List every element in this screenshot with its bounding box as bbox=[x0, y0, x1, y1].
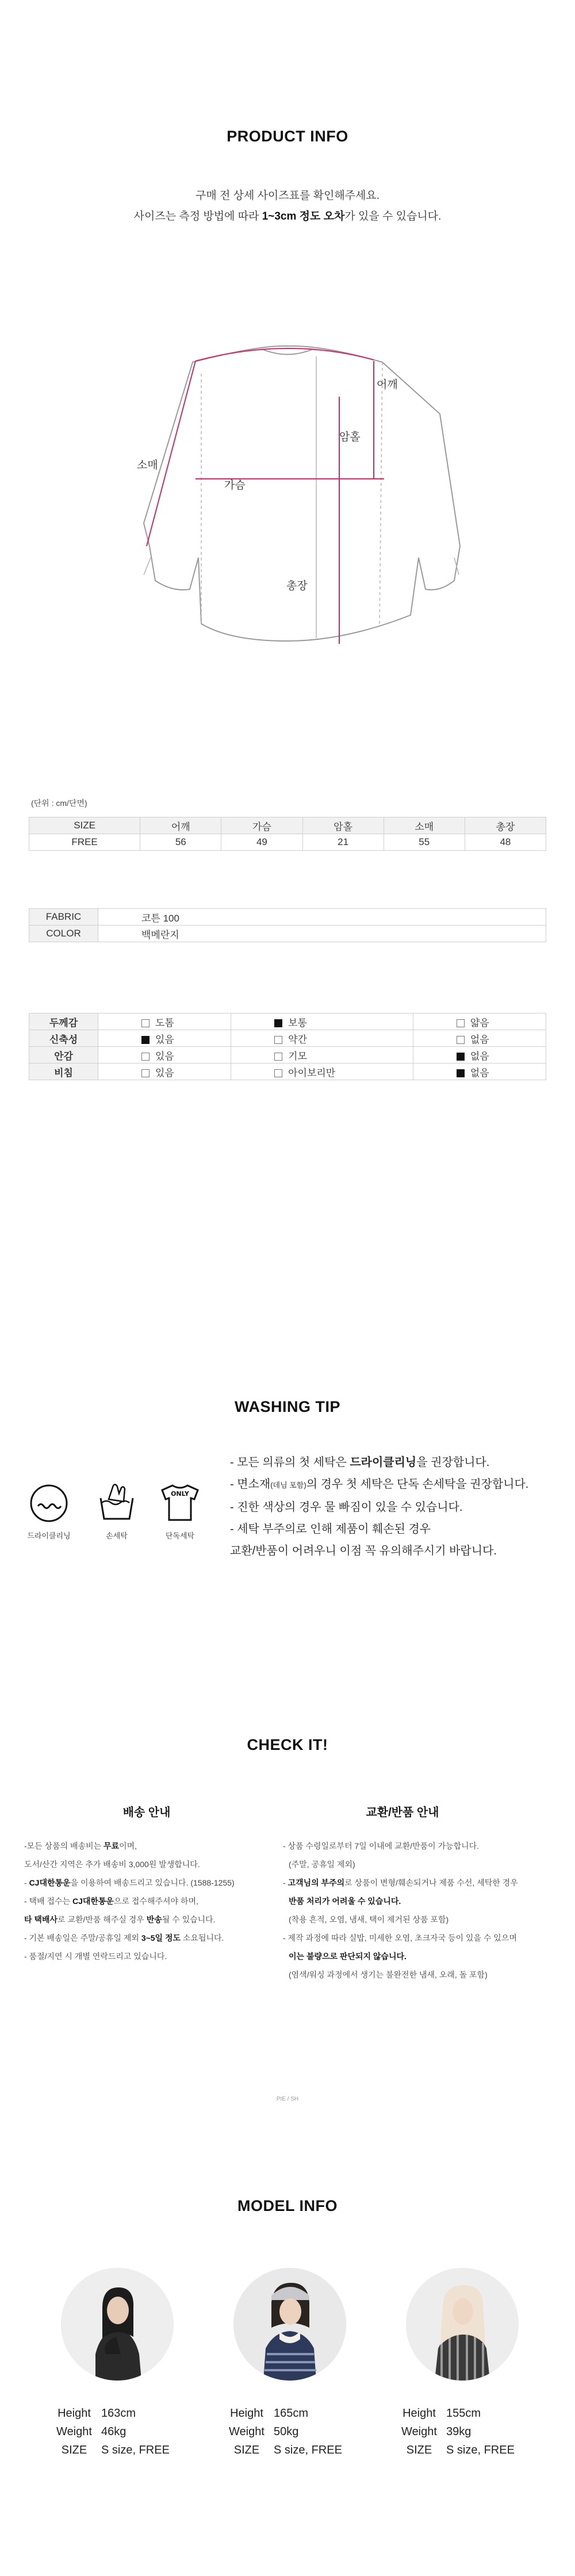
return-line: (염색/워싱 과정에서 생기는 불완전한 냄새, 오래, 돌 포함) bbox=[289, 1970, 488, 1979]
wash-separately-icon bbox=[159, 1482, 201, 1523]
fabric-label: FABRIC bbox=[29, 909, 98, 926]
unchecked-box-icon bbox=[457, 1019, 465, 1027]
model-stats-3 bbox=[392, 2404, 515, 2459]
unchecked-box-icon bbox=[457, 1036, 465, 1044]
unchecked-box-icon bbox=[274, 1036, 282, 1044]
size-header-cell: 총장 bbox=[465, 817, 546, 834]
checked-box-icon bbox=[457, 1053, 465, 1061]
size-cell: 48 bbox=[465, 834, 546, 851]
washing-tip-list bbox=[230, 1452, 528, 1562]
model-stats-1 bbox=[47, 2404, 170, 2459]
model-stats-2 bbox=[220, 2404, 342, 2459]
size-notice-line2: 사이즈는 측정 방법에 따라 1~3cm 정도 오차가 있을 수 있습니다. bbox=[133, 210, 442, 222]
model-size-value: S size, FREE bbox=[274, 2444, 342, 2456]
model-photo-2 bbox=[233, 2268, 346, 2381]
attribute-option bbox=[413, 1013, 546, 1030]
model-size-row bbox=[220, 2441, 342, 2459]
washing-tip-line: - 세탁 부주의로 인해 제품이 훼손된 경우 bbox=[230, 1523, 431, 1535]
model-weight-label: Weight bbox=[401, 2425, 437, 2438]
shipping-info-list bbox=[24, 1837, 235, 1965]
check-it-title: CHECK IT! bbox=[247, 1736, 328, 1753]
attribute-option-label: 기모 bbox=[288, 1050, 307, 1062]
only-badge-text: ONLY bbox=[171, 1490, 189, 1498]
shipping-line: - 품절/지연 시 개별 연락드리고 있습니다. bbox=[24, 1952, 167, 1961]
model-weight-value: 46kg bbox=[101, 2425, 126, 2438]
attribute-option bbox=[98, 1064, 231, 1080]
checked-box-icon bbox=[274, 1019, 282, 1027]
hand-wash-item bbox=[91, 1482, 143, 1541]
size-header-cell: 가슴 bbox=[221, 817, 302, 834]
attribute-option bbox=[231, 1013, 413, 1030]
unchecked-box-icon bbox=[141, 1069, 150, 1077]
attribute-option-label: 없음 bbox=[470, 1034, 489, 1045]
footnote: PIE / SH bbox=[276, 2096, 299, 2102]
fabric-row bbox=[29, 909, 546, 926]
cuff-left bbox=[144, 558, 151, 575]
attribute-option-label: 얇음 bbox=[470, 1017, 489, 1028]
model-weight-row bbox=[47, 2423, 170, 2441]
washing-tip-title: WASHING TIP bbox=[234, 1398, 340, 1415]
attribute-option bbox=[231, 1047, 413, 1064]
attribute-option bbox=[413, 1030, 546, 1047]
attribute-row bbox=[29, 1047, 546, 1064]
model-height-label: Height bbox=[402, 2407, 436, 2420]
size-table-header bbox=[29, 817, 546, 834]
attribute-option bbox=[413, 1047, 546, 1064]
size-header-cell: 어깨 bbox=[140, 817, 221, 834]
dry-clean-icon bbox=[29, 1483, 69, 1523]
return-line: - 상품 수령일로부터 7일 이내에 교환/반품이 가능합니다. bbox=[283, 1841, 480, 1851]
dry-clean-caption: 드라이클리닝 bbox=[27, 1531, 71, 1540]
model-height-row bbox=[392, 2404, 515, 2423]
return-line: - 제작 과정에 따라 실밥, 미세한 오염, 초크자국 등이 있을 수 있으며 bbox=[283, 1933, 517, 1942]
model-photo-1 bbox=[61, 2268, 174, 2381]
attribute-option-label: 없음 bbox=[470, 1067, 489, 1078]
model-photo-3 bbox=[406, 2268, 519, 2381]
model-size-value: S size, FREE bbox=[101, 2444, 170, 2456]
model-size-row bbox=[47, 2441, 170, 2459]
attribute-option-label: 있음 bbox=[155, 1034, 174, 1045]
shipping-line: - 기본 배송일은 주말/공휴일 제외 3~5일 정도 소요됩니다. bbox=[24, 1933, 224, 1942]
attribute-label: 비침 bbox=[29, 1064, 98, 1080]
fabric-table bbox=[29, 908, 546, 942]
attribute-option-label: 있음 bbox=[155, 1067, 174, 1078]
attribute-option bbox=[231, 1064, 413, 1080]
size-table-row bbox=[29, 834, 546, 851]
product-info-title: PRODUCT INFO bbox=[227, 128, 348, 145]
color-value: 백메란지 bbox=[98, 926, 546, 942]
model-weight-value: 39kg bbox=[446, 2425, 471, 2438]
attribute-row bbox=[29, 1013, 546, 1030]
shipping-line: -모든 상품의 배송비는 무료이며, bbox=[24, 1841, 137, 1851]
attribute-option bbox=[413, 1064, 546, 1080]
return-line: (주말, 공휴일 제외) bbox=[289, 1860, 355, 1869]
return-info-list bbox=[283, 1837, 518, 1984]
model-height-value: 155cm bbox=[446, 2407, 481, 2420]
model-weight-row bbox=[220, 2423, 342, 2441]
label-chest: 가슴 bbox=[224, 479, 246, 492]
checked-box-icon bbox=[141, 1036, 150, 1044]
return-line: (착용 흔적, 오염, 냄새, 택이 제거된 상품 포함) bbox=[289, 1915, 449, 1924]
label-armhole: 암홀 bbox=[339, 431, 361, 443]
attribute-option-label: 있음 bbox=[155, 1050, 174, 1062]
model-weight-value: 50kg bbox=[274, 2425, 299, 2438]
model-weight-label: Weight bbox=[229, 2425, 264, 2438]
size-cell: 56 bbox=[140, 834, 221, 851]
washing-tip-line: - 진한 색상의 경우 물 빠짐이 있을 수 있습니다. bbox=[230, 1501, 463, 1514]
return-line: - 고객님의 부주의로 상품이 변형/훼손되거나 제품 수선, 세탁한 경우 bbox=[283, 1878, 518, 1887]
size-table bbox=[29, 817, 546, 851]
model-height-label: Height bbox=[230, 2407, 263, 2420]
model-weight-label: Weight bbox=[56, 2425, 92, 2438]
return-line: 반품 처리가 어려울 수 있습니다. bbox=[289, 1897, 401, 1906]
model-size-value: S size, FREE bbox=[446, 2444, 515, 2456]
return-title: 교환/반품 안내 bbox=[366, 1806, 439, 1819]
wash-separately-caption: 단독세탁 bbox=[165, 1531, 195, 1540]
fabric-value: 코튼 100 bbox=[98, 909, 546, 926]
garment-outline bbox=[144, 346, 460, 641]
size-cell: FREE bbox=[29, 834, 140, 851]
wash-separately-item bbox=[154, 1482, 206, 1541]
unchecked-box-icon bbox=[274, 1069, 282, 1077]
model-size-row bbox=[392, 2441, 515, 2459]
size-header-cell: SIZE bbox=[29, 817, 140, 834]
size-cell: 49 bbox=[221, 834, 302, 851]
attribute-option bbox=[98, 1047, 231, 1064]
shipping-title: 배송 안내 bbox=[122, 1806, 171, 1819]
attribute-option-label: 도톰 bbox=[155, 1017, 174, 1028]
model-size-label: SIZE bbox=[406, 2444, 432, 2456]
checked-box-icon bbox=[457, 1069, 465, 1077]
unchecked-box-icon bbox=[274, 1053, 282, 1061]
label-length: 총장 bbox=[286, 579, 308, 592]
color-label: COLOR bbox=[29, 926, 98, 942]
attribute-option-label: 약간 bbox=[288, 1034, 307, 1045]
shipping-line: 타 택배사로 교환/반품 해주실 경우 반송될 수 있습니다. bbox=[24, 1915, 216, 1924]
model-info-title: MODEL INFO bbox=[237, 2197, 338, 2214]
sleeve-measure-line bbox=[147, 361, 195, 546]
size-unit-note: (단위 : cm/단면) bbox=[31, 798, 87, 808]
model-height-label: Height bbox=[57, 2407, 91, 2420]
attribute-row bbox=[29, 1030, 546, 1047]
model-height-row bbox=[220, 2404, 342, 2423]
washing-tip-line: 교환/반품이 어려우니 이점 꼭 유의해주시기 바랍니다. bbox=[230, 1545, 497, 1557]
attribute-label: 안감 bbox=[29, 1047, 98, 1064]
size-cell: 21 bbox=[302, 834, 384, 851]
hand-wash-caption: 손세탁 bbox=[106, 1531, 128, 1540]
attribute-label: 신축성 bbox=[29, 1030, 98, 1047]
model-size-label: SIZE bbox=[61, 2444, 87, 2456]
attribute-option bbox=[98, 1030, 231, 1047]
size-header-cell: 암홀 bbox=[302, 817, 384, 834]
shipping-line: 도서/산간 지역은 추가 배송비 3,000원 발생합니다. bbox=[24, 1860, 200, 1869]
model-height-value: 163cm bbox=[101, 2407, 136, 2420]
size-notice-line1: 구매 전 상세 사이즈표를 확인해주세요. bbox=[195, 190, 380, 202]
label-sleeve: 소매 bbox=[137, 459, 158, 471]
neckline bbox=[262, 349, 313, 355]
size-cell: 55 bbox=[384, 834, 465, 851]
washing-tip-line: - 면소재(데님 포함)의 경우 첫 세탁은 단독 손세탁을 권장합니다. bbox=[230, 1478, 529, 1491]
model-weight-row bbox=[392, 2423, 515, 2441]
attribute-option bbox=[231, 1030, 413, 1047]
unchecked-box-icon bbox=[141, 1053, 150, 1061]
model-size-label: SIZE bbox=[233, 2444, 260, 2456]
attribute-option bbox=[98, 1013, 231, 1030]
unchecked-box-icon bbox=[141, 1019, 150, 1027]
shipping-line: - 택배 접수는 CJ대한통운으로 접수해주셔야 하며, bbox=[24, 1897, 198, 1906]
size-header-cell: 소매 bbox=[384, 817, 465, 834]
label-shoulder: 어깨 bbox=[377, 378, 398, 391]
shipping-line: - CJ대한통운을 이용하여 배송드리고 있습니다. (1588-1255) bbox=[24, 1878, 235, 1887]
color-row bbox=[29, 926, 546, 942]
hand-wash-icon bbox=[96, 1482, 137, 1523]
attribute-label: 두께감 bbox=[29, 1013, 98, 1030]
model-height-value: 165cm bbox=[274, 2407, 309, 2420]
attribute-option-label: 아이보리만 bbox=[288, 1067, 336, 1078]
attribute-row bbox=[29, 1064, 546, 1080]
washing-tip-line: - 모든 의류의 첫 세탁은 드라이클리닝을 권장합니다. bbox=[230, 1456, 490, 1469]
garment-measurement-diagram bbox=[0, 305, 575, 650]
side-seam-right bbox=[379, 362, 382, 627]
model-height-row bbox=[47, 2404, 170, 2423]
attribute-option-label: 보통 bbox=[288, 1017, 307, 1028]
attribute-option-label: 없음 bbox=[470, 1050, 489, 1062]
attribute-table bbox=[29, 1013, 546, 1080]
dry-clean-item bbox=[23, 1483, 75, 1541]
return-line: 이는 불량으로 판단되지 않습니다. bbox=[289, 1952, 407, 1961]
